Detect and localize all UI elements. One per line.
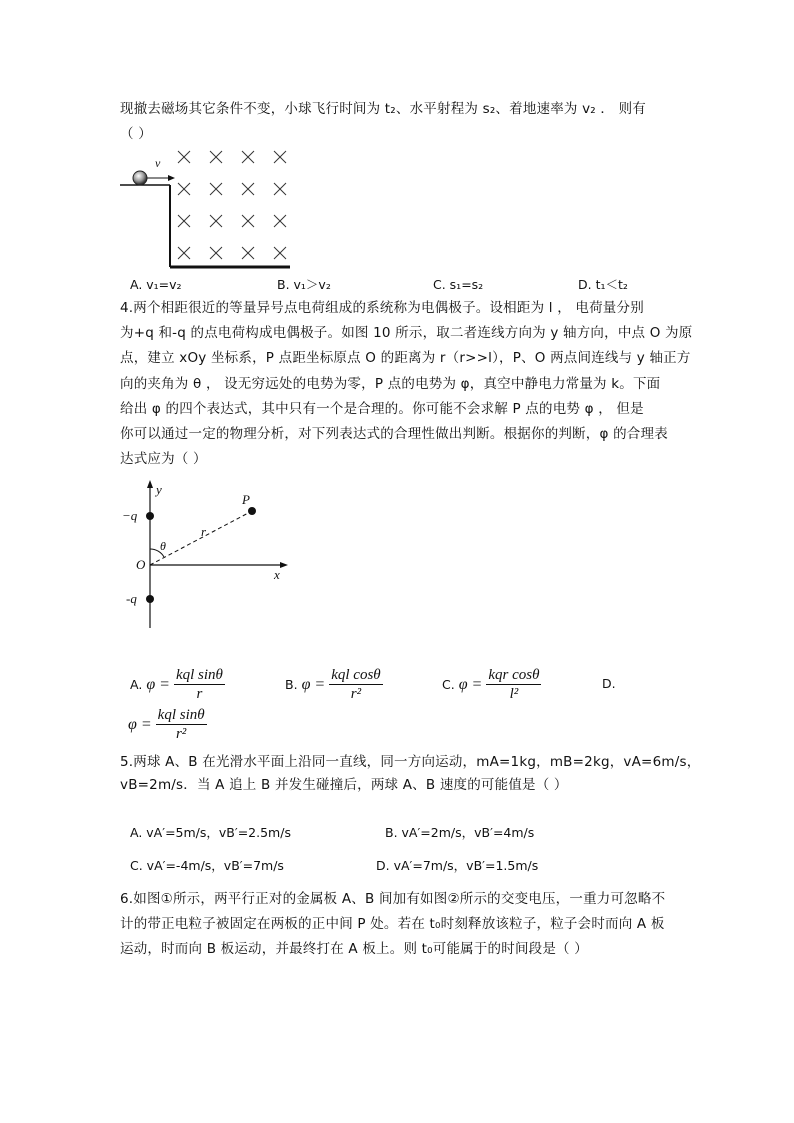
- option-prefix: C.: [442, 676, 455, 692]
- option-prefix: B.: [285, 676, 298, 692]
- magnetic-field-figure: [118, 145, 298, 273]
- dipole-figure: [112, 478, 297, 633]
- field-x-marks: [178, 151, 286, 259]
- point-p-label: P: [242, 492, 250, 507]
- q6-stem-line-1: 6.如图①所示，两平行正对的金属板 A、B 间加有如图②所示的交变电压，一重力可忽略不: [120, 891, 666, 907]
- q4-stem-line-5: 给出 φ 的四个表达式，其中只有一个是合理的。你可能不会求解 P 点的电势 φ ， 但是: [120, 401, 644, 417]
- lower-charge-label: -q: [126, 591, 137, 606]
- q4-stem-line-3: 点，建立 xOy 坐标系，P 点距坐标原点 O 的距离为 r（r>>l），P、O 两点间连线与 y 轴正方: [120, 350, 691, 366]
- lower-charge-dot: [146, 595, 154, 603]
- velocity-label: v: [155, 156, 161, 170]
- q5-option-c[interactable]: C. vA′=-4m/s，vB′=7m/s: [130, 858, 284, 873]
- q5-option-b[interactable]: B. vA′=2m/s，vB′=4m/s: [385, 825, 535, 840]
- q3-stem-line-1: 现撤去磁场其它条件不变，小球飞行时间为 t₂、水平射程为 s₂、着地速率为 v₂ ． 则有: [120, 101, 647, 117]
- q6-stem-line-2: 计的带正电粒子被固定在两板的正中间 P 处。若在 t₀时刻释放该粒子，粒子会时而向 A 板: [120, 916, 665, 932]
- q4-stem-line-4: 向的夹角为 θ ， 设无穷远处的电势为零，P 点的电势为 φ，真空中静电力常量为 k。下面: [120, 376, 661, 392]
- q3-option-b[interactable]: B. v₁＞v₂: [277, 277, 331, 292]
- origin-label: O: [136, 557, 146, 572]
- option-lhs: φ =: [301, 675, 326, 693]
- option-lhs: φ =: [128, 715, 152, 733]
- y-axis-label: y: [156, 482, 162, 497]
- q3-option-a[interactable]: A. v₁=v₂: [130, 277, 182, 292]
- upper-charge-label: −q: [122, 508, 138, 523]
- q4-option-a[interactable]: [130, 666, 225, 703]
- fraction: $\frac{\text{kql sinθ}}{\text{r²}}$: [157, 707, 205, 742]
- option-prefix: A.: [130, 676, 143, 692]
- r-label: r: [201, 524, 207, 539]
- q5-option-a[interactable]: A. vA′=5m/s，vB′=2.5m/s: [130, 825, 291, 840]
- q3-option-c[interactable]: C. s₁=s₂: [433, 277, 484, 292]
- fraction: $\frac{\text{kql cosθ}}{\text{r²}}$: [331, 667, 381, 702]
- q3-option-d[interactable]: D. t₁＜t₂: [578, 277, 628, 292]
- q6-stem-line-3: 运动，时而向 B 板运动，并最终打在 A 板上。则 t₀可能属于的时间段是（ ）: [120, 941, 588, 957]
- q4-stem-line-2: 为+q 和-q 的点电荷构成电偶极子。如图 10 所示，取二者连线方向为 y 轴方向，中点 O 为原: [120, 325, 693, 341]
- fraction: $\frac{\text{kql sinθ}}{r}$: [175, 667, 223, 702]
- x-axis-label: x: [274, 567, 280, 582]
- q4-stem-line-1: 4.两个相距很近的等量异号点电荷组成的系统称为电偶极子。设相距为 l ， 电荷量分别: [120, 300, 644, 316]
- theta-label: θ: [160, 539, 166, 553]
- q4-option-d-prefix[interactable]: D.: [602, 676, 616, 691]
- option-lhs: φ =: [458, 675, 483, 693]
- q4-stem-line-7: 达式应为（ ）: [120, 451, 207, 467]
- q5-stem-line-1: 5.两球 A、B 在光滑水平面上沿同一直线，同一方向运动，mA=1kg，mB=2kg，vA=6m/s，: [120, 754, 701, 770]
- point-p-dot: [248, 507, 256, 515]
- q4-stem-line-6: 你可以通过一定的物理分析，对下列表达式的合理性做出判断。根据你的判断，φ 的合理表: [120, 426, 668, 442]
- q4-option-d[interactable]: [128, 706, 207, 743]
- upper-charge-dot: [146, 512, 154, 520]
- option-lhs: φ =: [146, 675, 170, 693]
- fraction: $\frac{\text{kqr cosθ}}{\text{l²}}$: [488, 667, 540, 702]
- q4-option-c[interactable]: [442, 666, 541, 703]
- q4-option-b[interactable]: [285, 666, 383, 703]
- q5-stem-line-2: vB=2m/s．当 A 追上 B 并发生碰撞后，两球 A、B 速度的可能值是（ ）: [120, 777, 568, 793]
- ball-icon: [133, 171, 147, 185]
- q3-stem-line-2: （ ）: [120, 126, 152, 142]
- q5-option-d[interactable]: D. vA′=7m/s，vB′=1.5m/s: [376, 858, 539, 873]
